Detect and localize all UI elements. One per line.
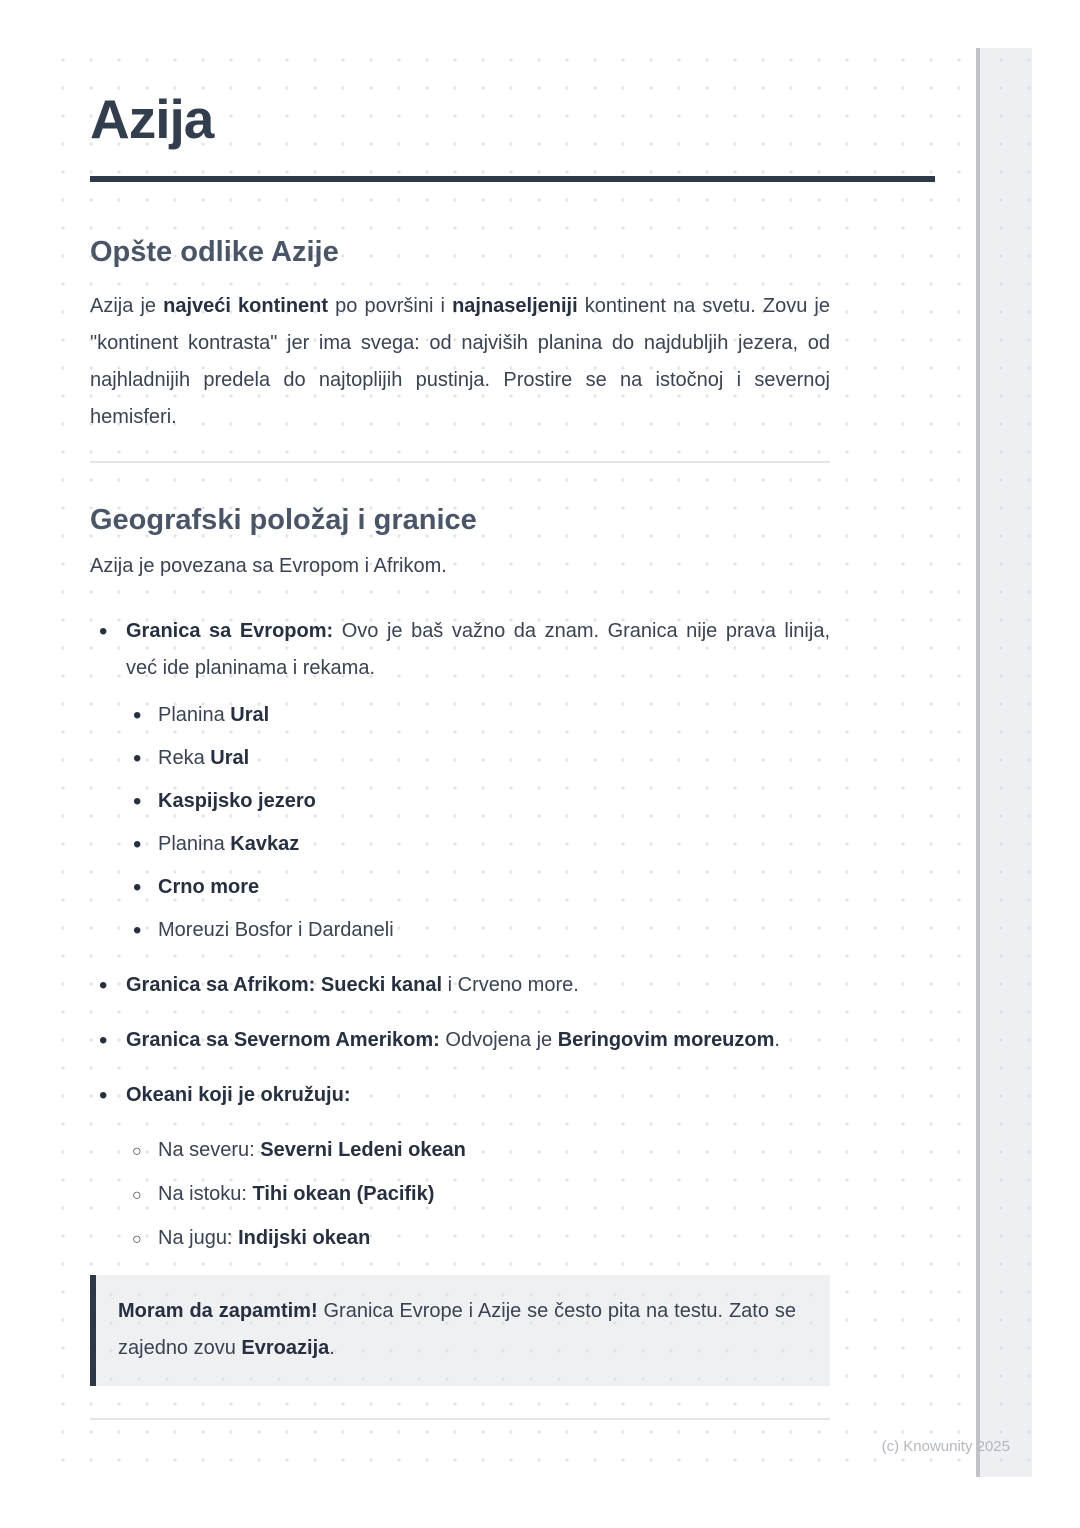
list-item-border-europe xyxy=(90,613,830,949)
border-africa-text: • Granica sa Afrikom: Suecki kanal i Crveno more. xyxy=(126,974,579,996)
list-item-planina-kavkaz: • Planina Kavkaz xyxy=(126,826,830,863)
oceans-label-text: • Okeani koji je okružuju: xyxy=(126,1084,351,1106)
list-item-border-america xyxy=(90,1022,830,1059)
section-heading-geography: Geografski položaj i granice xyxy=(90,504,477,536)
europe-border-sublist xyxy=(126,697,830,949)
general-paragraph: Azija je najveći kontinent po površini i najnaseljeniji kontinent na svetu. Zovu je "kontinent kontrasta" jer ima svega: od najviših planina do najdubljih jezera, od najhladnijih predela do najtoplijih pustinja. Prostire se na istočnoj i severnoj hemisferi. xyxy=(90,295,830,428)
section-divider-top xyxy=(90,461,830,463)
note-callout-text: Moram da zapamtim! Granica Evrope i Azije se često pita na testu. Zato se zajedno zovu Evroazija. xyxy=(118,1300,796,1359)
list-item-border-africa xyxy=(90,967,830,1004)
list-item-moreuzi: • Moreuzi Bosfor i Dardaneli xyxy=(126,912,830,949)
page-title: Azija xyxy=(90,88,214,150)
borders-list xyxy=(90,613,830,1257)
list-item-ocean-north: ○ Na severu: Severni Ledeni okean xyxy=(126,1132,830,1169)
list-item-reka-ural: • Reka Ural xyxy=(126,740,830,777)
section-divider-bottom xyxy=(90,1418,830,1420)
border-america-text: • Granica sa Severnom Amerikom: Odvojena je Beringovim moreuzom. xyxy=(126,1029,780,1051)
section-heading-general: Opšte odlike Azije xyxy=(90,236,339,268)
list-item-crno-more: • Crno more xyxy=(126,869,830,906)
list-item-planina-ural: • Planina Ural xyxy=(126,697,830,734)
list-item-ocean-east: ○ Na istoku: Tihi okean (Pacifik) xyxy=(126,1176,830,1213)
list-item-ocean-south: ○ Na jugu: Indijski okean xyxy=(126,1220,830,1257)
page-edge-band xyxy=(980,48,1032,1477)
list-item-kaspijsko-jezero: • Kaspijsko jezero xyxy=(126,783,830,820)
page-content xyxy=(90,88,830,1420)
note-callout xyxy=(90,1275,830,1386)
oceans-sublist xyxy=(126,1132,830,1257)
notebook-page xyxy=(48,48,1032,1477)
list-item-oceans xyxy=(90,1077,830,1257)
border-europe-text: • Granica sa Evropom: Ovo je baš važno da znam. Granica nije prava linija, već ide planinama i rekama. xyxy=(126,620,830,679)
title-underline-rule xyxy=(90,176,935,182)
geography-intro: Azija je povezana sa Evropom i Afrikom. xyxy=(90,555,447,577)
copyright-footer: (c) Knowunity 2025 xyxy=(881,1438,1010,1455)
